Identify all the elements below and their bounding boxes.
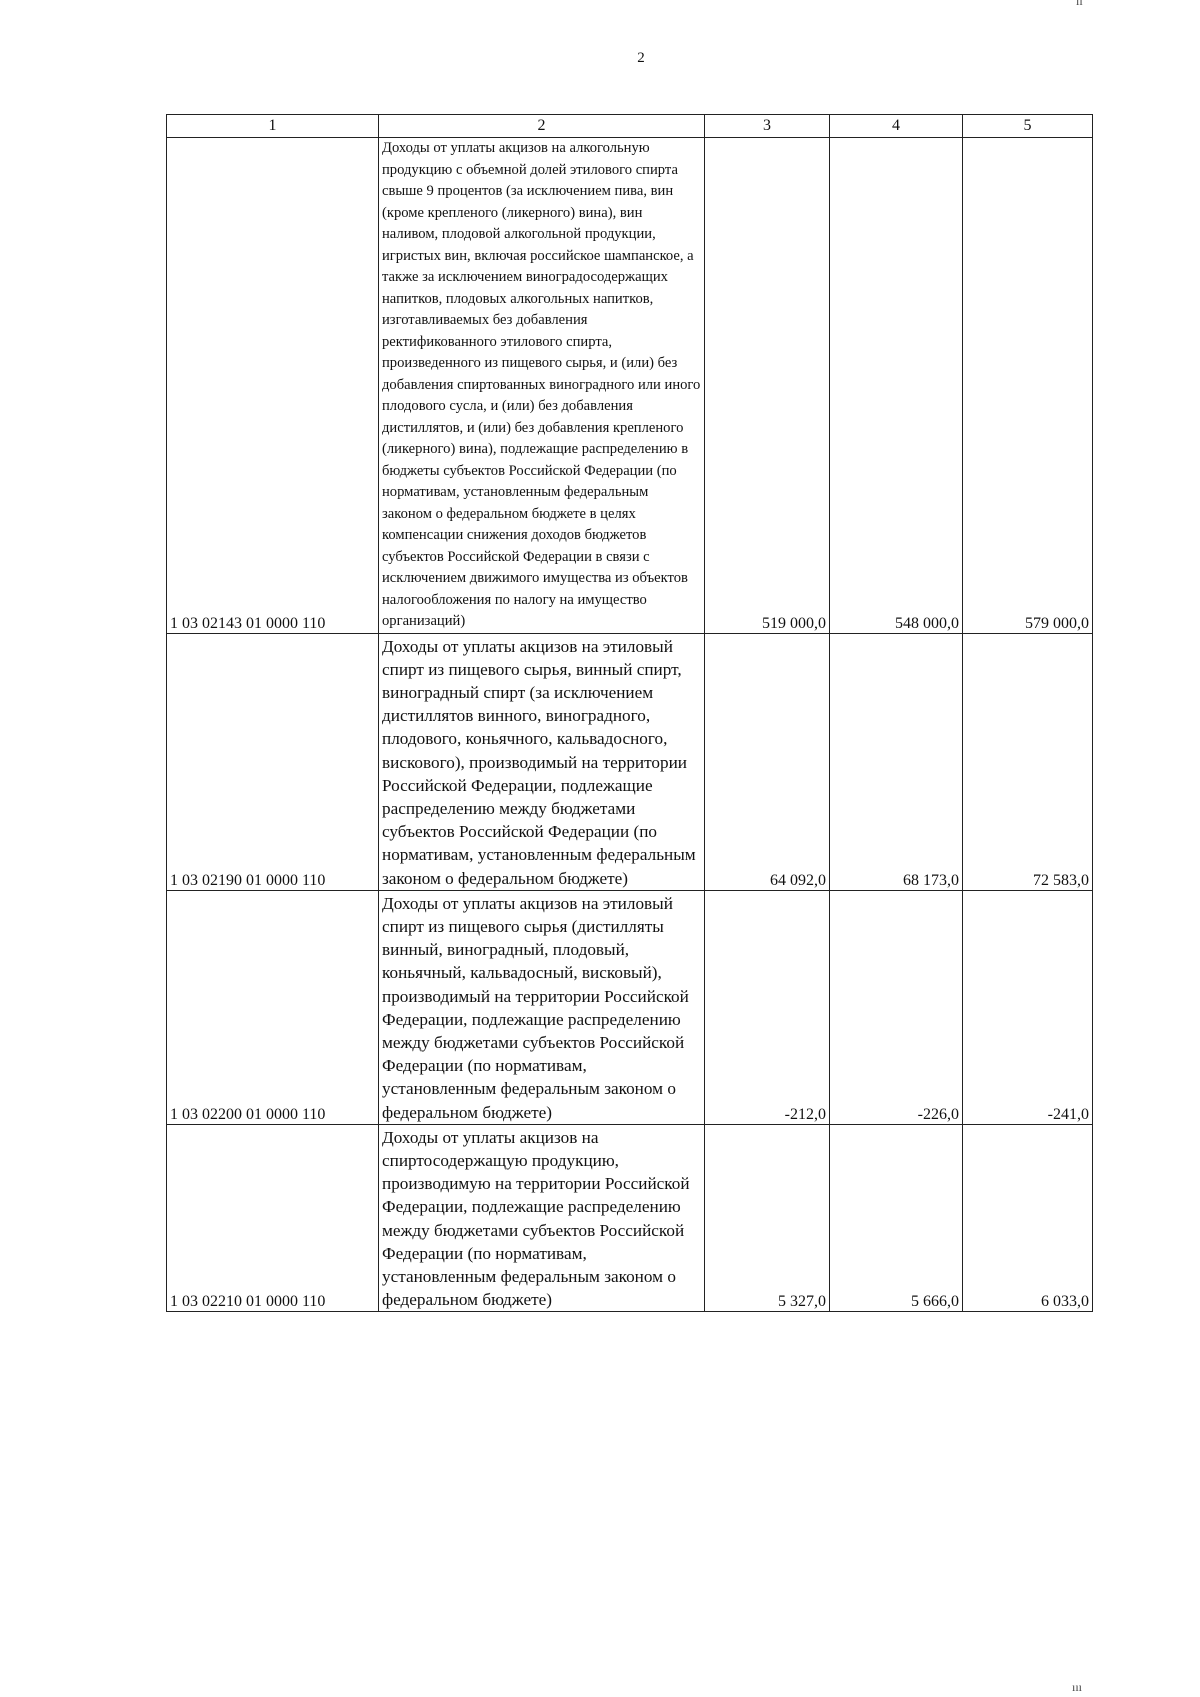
row-value-col4: 5 666,0 — [830, 1124, 963, 1312]
row-value-col3: 64 092,0 — [705, 633, 830, 890]
page-number: 2 — [637, 50, 645, 66]
row-description: Доходы от уплаты акцизов на этиловый спирт из пищевого сырья (дистилляты винный, виноградный, плодовый, коньячный, кальвадосный, висковый), производимый на территории Российской Федерации, подлежащие распределению между бюджетами субъектов Российской Федерации (по нормативам, установленным федеральным законом о федеральном бюджете) — [379, 890, 705, 1124]
scan-mark-bottom-right: ııı — [1072, 1680, 1083, 1694]
row-description: Доходы от уплаты акцизов на этиловый спирт из пищевого сырья, винный спирт, виноградный спирт (за исключением дистиллятов винного, виноградного, плодового, коньячного, кальвадосного, вискового), производимый на территории Российской Федерации, подлежащие распределению между бюджетами субъектов Российской Федерации (по нормативам, установленным федеральным законом о федеральном бюджете) — [379, 633, 705, 890]
row-description: Доходы от уплаты акцизов на алкогольную продукцию с объемной долей этилового спирта свыше 9 процентов (за исключением пива, вин (кроме крепленого (ликерного) вина), вин наливом, плодовой алкогольной продукции, игристых вин, включая российское шампанское, а также за исключением виноградосодержащих напитков, плодовых алкогольных напитков, изготавливаемых без добавления ректификованного этилового спирта, произведенного из пищевого сырья, и (или) без добавления спиртованных виноградного или иного плодового сусла, и (или) без добавления дистиллятов, и (или) без добавления крепленого (ликерного) вина), подлежащие распределению в бюджеты субъектов Российской Федерации (по нормативам, установленным федеральным законом о федеральном бюджете в целях компенсации снижения доходов бюджетов субъектов Российской Федерации в связи с исключением движимого имущества из объектов налогообложения по налогу на имущество организаций) — [379, 138, 705, 634]
row-value-col3: 519 000,0 — [705, 138, 830, 634]
row-description: Доходы от уплаты акцизов на спиртосодержащую продукцию, производимую на территории Российской Федерации, подлежащие распределению между бюджетами субъектов Российской Федерации (по нормативам, установленным федеральным законом о федеральном бюджете) — [379, 1124, 705, 1312]
row-value-col3: 5 327,0 — [705, 1124, 830, 1312]
row-value-col4: 548 000,0 — [830, 138, 963, 634]
row-code: 1 03 02210 01 0000 110 — [167, 1124, 379, 1312]
header-col-4: 4 — [830, 115, 963, 138]
header-col-5: 5 — [963, 115, 1093, 138]
row-code: 1 03 02143 01 0000 110 — [167, 138, 379, 634]
row-value-col3: -212,0 — [705, 890, 830, 1124]
header-col-2: 2 — [379, 115, 705, 138]
row-value-col5: 72 583,0 — [963, 633, 1093, 890]
row-value-col5: 579 000,0 — [963, 138, 1093, 634]
budget-table — [166, 114, 1093, 1312]
table-row — [167, 633, 1093, 890]
row-value-col4: 68 173,0 — [830, 633, 963, 890]
row-code: 1 03 02190 01 0000 110 — [167, 633, 379, 890]
table-row — [167, 138, 1093, 634]
scan-mark-top-right: ıı — [1076, 0, 1083, 8]
header-row — [167, 115, 1093, 138]
row-value-col5: -241,0 — [963, 890, 1093, 1124]
header-col-3: 3 — [705, 115, 830, 138]
table-row — [167, 890, 1093, 1124]
header-col-1: 1 — [167, 115, 379, 138]
row-value-col5: 6 033,0 — [963, 1124, 1093, 1312]
row-value-col4: -226,0 — [830, 890, 963, 1124]
row-code: 1 03 02200 01 0000 110 — [167, 890, 379, 1124]
table-row — [167, 1124, 1093, 1312]
